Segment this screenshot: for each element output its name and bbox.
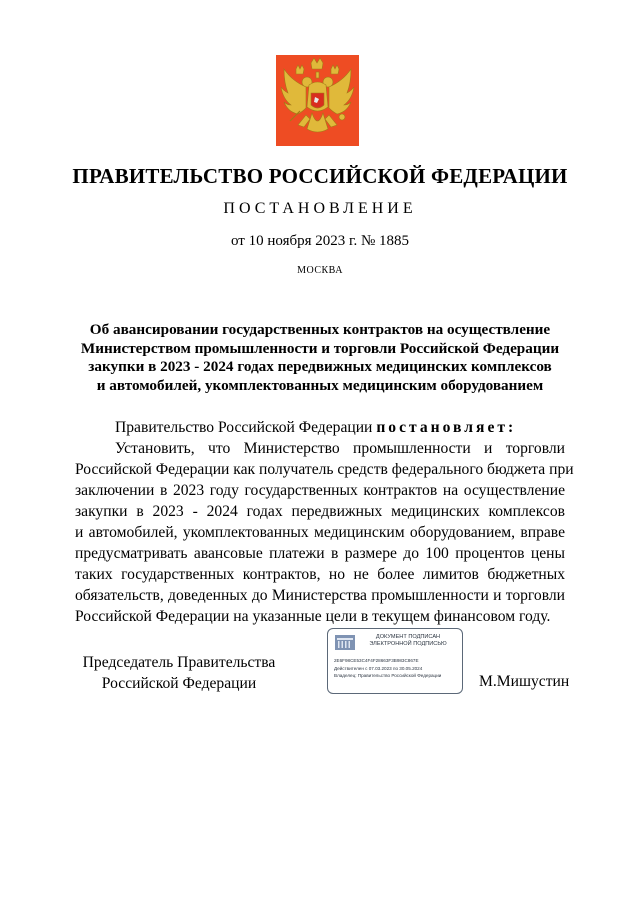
preamble-line — [75, 417, 565, 438]
electronic-signature-stamp — [327, 628, 463, 694]
stamp-header-line: ДОКУМЕНТ ПОДПИСАН — [375, 634, 441, 640]
building-icon — [335, 635, 355, 650]
document-type: ПОСТАНОВЛЕНИЕ — [223, 200, 417, 217]
signer-position-line: Председатель Правительства — [82, 654, 276, 671]
subject-line: и автомобилей, укомплектованных медицинским оборудованием — [96, 376, 544, 394]
subject-line: Об авансировании государственных контрактов на осуществление — [89, 321, 551, 338]
body-line: и автомобилей, укомплектованных медицинским оборудованием, вправе — [75, 524, 565, 541]
stamp-owner: Владелец: Правительство Российской Федерации — [334, 673, 442, 678]
decree-word: постановляет: — [376, 419, 517, 436]
document-body — [75, 417, 574, 627]
government-title: ПРАВИТЕЛЬСТВО РОССИЙСКОЙ ФЕДЕРАЦИИ — [72, 164, 568, 188]
signer-position-line: Российской Федерации — [101, 675, 257, 692]
body-line: Российской Федерации на указанные цели в текущем финансовом году. — [75, 608, 551, 625]
document-city: МОСКВА — [297, 265, 343, 276]
body-line: Установить, что Министерство промышленности и торговли — [115, 440, 565, 457]
signer-position — [74, 652, 284, 694]
document-date-number: от 10 ноября 2023 г. № 1885 — [230, 233, 410, 249]
stamp-header — [356, 634, 460, 648]
body-line: закупки в 2023 - 2024 годах передвижных медицинских комплексов — [75, 503, 565, 520]
stamp-header-line: ЭЛЕКТРОННОЙ ПОДПИСЬЮ — [369, 641, 447, 647]
subject-line: закупки в 2023 - 2024 годах передвижных медицинских комплексов — [88, 358, 552, 376]
subject-line: Министерством промышленности и торговли Российской Федерации — [80, 339, 560, 357]
document-subject — [70, 321, 570, 395]
signer-name: М.Мишустин — [479, 673, 570, 690]
stamp-certificate: 2E6F98CE53C4F4F28663F3B983C867E — [334, 658, 419, 663]
body-line: предусматривать авансовые платежи в размере до 100 процентов цены — [75, 545, 565, 562]
preamble-text: Правительство Российской Федерации — [115, 419, 373, 436]
body-line: обязательств, доведенных до Министерства промышленности и торговли — [75, 587, 565, 604]
stamp-validity: Действителен с 07.03.2023 по 30.05.2024 — [334, 666, 423, 671]
body-line: заключении в 2023 году государственных контрактов на осуществление — [75, 482, 565, 499]
coat-of-arms-emblem — [276, 55, 359, 146]
body-line: Российской Федерации как получатель средств федерального бюджета при — [75, 461, 574, 478]
body-line: таких государственных контрактов, но не более лимитов бюджетных — [75, 566, 565, 583]
russian-coat-of-arms-icon — [276, 55, 359, 146]
